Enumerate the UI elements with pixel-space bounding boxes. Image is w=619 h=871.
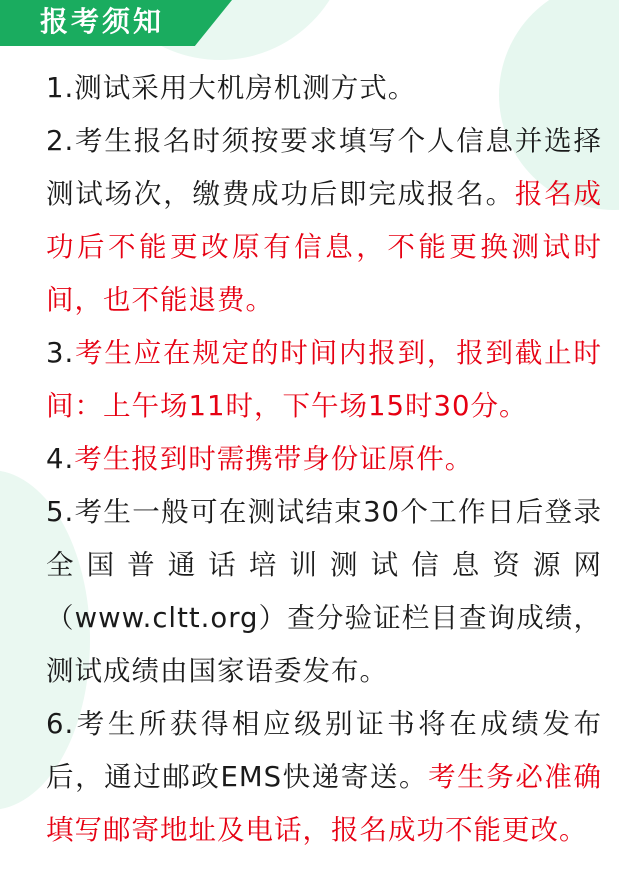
notice-item-4-warning: 考生报到时需携带身份证原件。 (74, 443, 474, 475)
notice-item-3-prefix: 3. (46, 337, 75, 369)
notice-list (46, 62, 602, 857)
notice-item-1 (46, 62, 602, 115)
notice-item-2-text: 2.考生报名时须按要求填写个人信息并选择测试场次，缴费成功后即完成报名。 (46, 125, 602, 210)
notice-item-4 (46, 433, 602, 486)
notice-item-5-text: 5.考生一般可在测试结束30个工作日后登录全国普通话培训测试信息资源网（www.cltt.org）查分验证栏目查询成绩，测试成绩由国家语委发布。 (46, 496, 602, 687)
notice-item-5 (46, 486, 602, 698)
notice-item-2 (46, 115, 602, 327)
section-title: 报考须知 (40, 5, 165, 38)
notice-item-1-text: 1.测试采用大机房机测方式。 (46, 72, 417, 104)
notice-item-6-warning: 考生务必准确填写邮寄地址及电话，报名成功不能更改。 (46, 761, 603, 846)
notice-item-4-prefix: 4. (46, 443, 75, 475)
notice-item-6 (46, 698, 602, 857)
notice-item-6-text: 6.考生所获得相应级别证书将在成绩发布后，通过邮政EMS快递寄送。 (46, 708, 602, 793)
notice-item-3-warning: 考生应在规定的时间内报到，报到截止时间：上午场11时，下午场15时30分。 (46, 337, 602, 422)
notice-item-3 (46, 327, 602, 433)
notice-item-2-warning: 报名成功后不能更改原有信息，不能更换测试时间，也不能退费。 (46, 178, 603, 316)
